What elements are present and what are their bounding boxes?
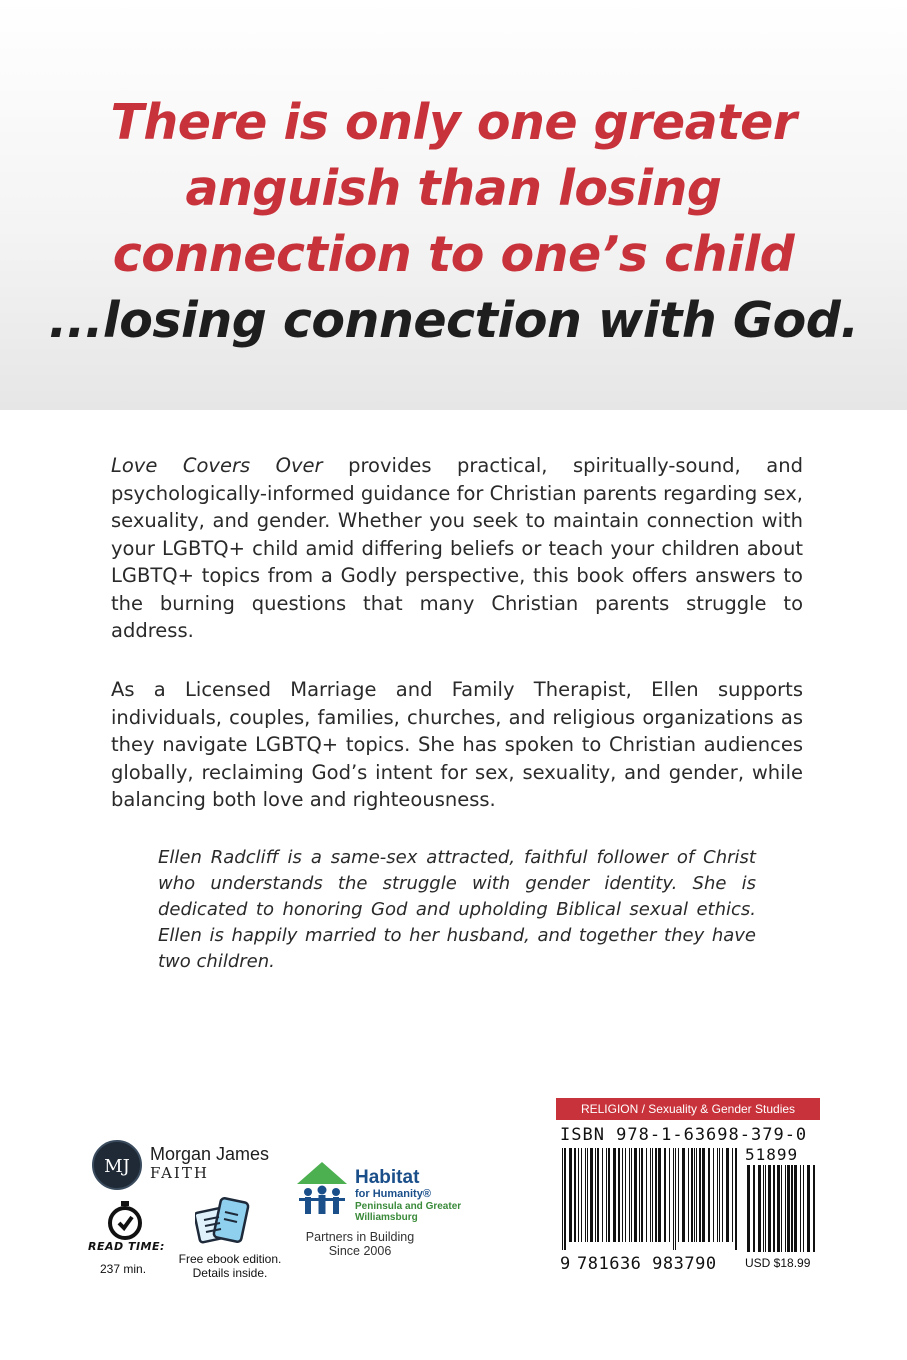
- headline-last-line: ...losing connection with God.: [48, 292, 859, 349]
- barcode-bar: [574, 1148, 576, 1242]
- description-paragraph-1: [111, 452, 803, 645]
- price: USD $18.99: [745, 1256, 811, 1270]
- barcode-bar: [652, 1148, 653, 1242]
- barcode-bar: [717, 1148, 718, 1242]
- barcode-bar: [696, 1148, 697, 1242]
- category-banner: RELIGION / Sexuality & Gender Studies: [556, 1098, 820, 1120]
- habitat-name: Habitat: [355, 1167, 420, 1188]
- barcode-bar: [564, 1148, 566, 1250]
- barcode-bar: [765, 1165, 766, 1252]
- barcode-bar: [641, 1148, 643, 1242]
- ebook-text: Free ebook edition. Details inside.: [178, 1252, 282, 1280]
- book-title: Love Covers Over: [111, 454, 323, 477]
- read-time-value: 237 min.: [100, 1262, 147, 1276]
- barcode-bar: [590, 1148, 593, 1242]
- barcode-bar: [585, 1148, 586, 1242]
- barcode-bar: [800, 1165, 801, 1252]
- barcode-bar: [597, 1148, 599, 1242]
- barcode-bar: [722, 1148, 723, 1242]
- publisher-logo-icon: MJ: [92, 1140, 142, 1190]
- barcode-bar: [613, 1148, 616, 1242]
- barcode-bar: [658, 1148, 661, 1242]
- description-text-1: provides practical, spiritually-sound, and psychologically-informed guidance for Christian parents regarding sex, sexuality, and gender. Whether you seek to maintain connection with your LGBTQ+ child amid differing beliefs or teach your children about LGBTQ+ topics from a Godly perspective, this book offers answers to the burning questions that many Christian parents struggle to address.: [111, 454, 803, 642]
- barcode-bar: [807, 1165, 810, 1252]
- barcode-bar: [673, 1148, 674, 1250]
- barcode-bar: [726, 1148, 729, 1242]
- headline: [0, 90, 907, 354]
- barcode-bar: [781, 1165, 782, 1252]
- barcode-bar: [768, 1165, 771, 1252]
- barcode-bar: [678, 1148, 679, 1242]
- barcode-bar: [702, 1148, 705, 1242]
- barcode-bar: [791, 1165, 793, 1252]
- author-bio: Ellen Radcliff is a same-sex attracted, faithful follower of Christ who understands the struggle with gender identity. She is dedicated to honoring God and upholding Biblical sexual ethics. Ellen is happily married to her husband, and together they have two children.: [158, 847, 756, 972]
- barcode-bar: [691, 1148, 693, 1242]
- barcode-bar: [634, 1148, 637, 1242]
- barcode-bar: [664, 1148, 666, 1242]
- barcode-bar: [708, 1148, 710, 1242]
- barcode-bar: [629, 1148, 630, 1242]
- barcode-bar: [813, 1165, 815, 1252]
- barcode-bar: [562, 1148, 563, 1250]
- publisher-imprint: FAITH: [150, 1164, 209, 1182]
- barcode-bar: [763, 1165, 764, 1252]
- barcode-bar: [675, 1148, 676, 1250]
- barcode-lead-digit: 9: [560, 1254, 571, 1274]
- barcode-bar: [753, 1165, 755, 1252]
- barcode-bar: [735, 1148, 737, 1250]
- barcode-bar: [646, 1148, 647, 1242]
- ebook-icon: [195, 1196, 251, 1246]
- barcode-bar: [713, 1148, 714, 1242]
- barcode-bar: [602, 1148, 603, 1242]
- barcode-addon: [745, 1165, 819, 1260]
- barcode-bar: [650, 1148, 651, 1242]
- barcode-bar: [655, 1148, 657, 1242]
- barcode-bar: [595, 1148, 596, 1242]
- barcode-bar: [618, 1148, 620, 1242]
- barcode-addon-number: 51899: [745, 1145, 799, 1164]
- barcode-bar: [688, 1148, 689, 1242]
- barcode-bar: [622, 1148, 623, 1242]
- barcode-main: [560, 1148, 740, 1250]
- headline-line-1: There is only one greater: [110, 94, 797, 151]
- habitat-partners: Partners in Building Since 2006: [305, 1230, 415, 1258]
- headline-line-3: connection to one’s child: [112, 226, 795, 283]
- headline-line-2: anguish than losing: [185, 160, 722, 217]
- description-paragraph-2: As a Licensed Marriage and Family Therapist, Ellen supports individuals, couples, families, churches, and religious organizations as they navigate LGBTQ+ topics. She has spoken to Christian audiences globally, reclaiming God’s intent for sex, sexuality, and gender, while balancing both love and righteousness.: [111, 678, 803, 811]
- barcode-bar: [682, 1148, 685, 1242]
- publisher-name: Morgan James: [150, 1144, 270, 1164]
- barcode-bar: [581, 1148, 582, 1242]
- habitat-sub: for Humanity®: [355, 1188, 431, 1200]
- barcode-bar: [699, 1148, 701, 1242]
- stopwatch-icon: [103, 1198, 147, 1242]
- barcode-bar: [669, 1148, 670, 1242]
- barcode-bar: [694, 1148, 695, 1242]
- habitat-house-icon: [295, 1160, 349, 1218]
- read-time-label: READ TIME:: [88, 1240, 165, 1253]
- habitat-location: Peninsula and Greater Williamsburg: [355, 1201, 462, 1223]
- barcode-bar: [639, 1148, 640, 1242]
- barcode-bar: [803, 1165, 804, 1252]
- barcode-bar: [777, 1165, 780, 1252]
- barcode-bar: [732, 1148, 733, 1242]
- barcode-bar: [794, 1165, 797, 1252]
- barcode-digits: 781636 983790: [577, 1254, 717, 1274]
- barcode-bar: [606, 1148, 607, 1242]
- barcode-bar: [625, 1148, 626, 1242]
- barcode-bar: [785, 1165, 786, 1252]
- barcode-bar: [773, 1165, 775, 1252]
- barcode-bar: [587, 1148, 588, 1242]
- barcode-bar: [569, 1148, 572, 1242]
- barcode-bar: [631, 1148, 632, 1242]
- barcode-bar: [758, 1165, 761, 1252]
- barcode-bar: [719, 1148, 720, 1242]
- barcode-bar: [747, 1165, 750, 1252]
- barcode-bar: [787, 1165, 790, 1252]
- barcode-bar: [578, 1148, 579, 1242]
- isbn-text: ISBN 978-1-63698-379-0: [560, 1125, 808, 1145]
- barcode-bar: [608, 1148, 610, 1242]
